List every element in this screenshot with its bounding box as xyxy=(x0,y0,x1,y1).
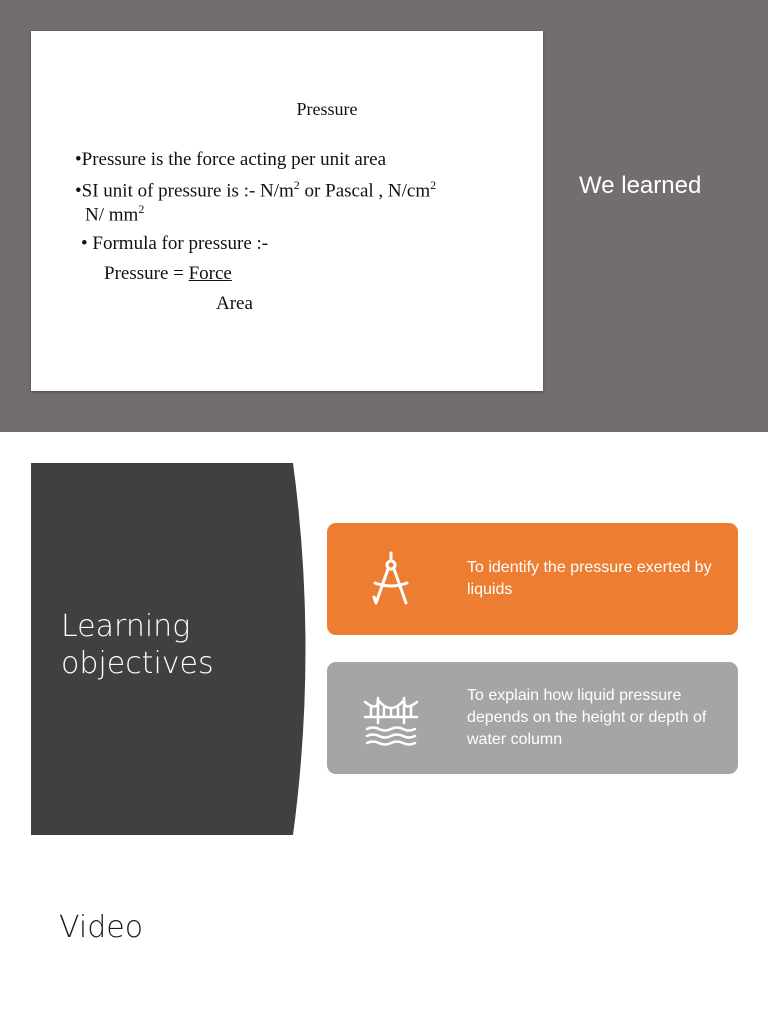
objective-card-2 xyxy=(327,662,738,774)
notes-line-definition: •Pressure is the force acting per unit area xyxy=(75,149,387,170)
objective-text-1: To identify the pressure exerted by liquids xyxy=(467,559,712,598)
notes-line-formula-heading: • Formula for pressure :- xyxy=(81,233,269,254)
notes-line-formula: Pressure = Force xyxy=(104,263,232,284)
formula-denominator: Area xyxy=(216,293,253,314)
slide-title-learning-objectives: Learning objectives xyxy=(61,609,214,681)
slide-we-learned xyxy=(0,0,768,432)
slide-learning-objectives xyxy=(0,432,768,864)
objective-card-1 xyxy=(327,523,738,635)
slide-title-video: Video xyxy=(59,910,144,945)
notes-title: Pressure xyxy=(296,99,358,119)
formula-numerator: Force xyxy=(188,263,232,284)
slide-title-we-learned: We learned xyxy=(579,172,702,199)
bridge-water-icon xyxy=(363,690,419,746)
compass-drafting-icon xyxy=(363,551,419,607)
notes-line-unit-mm: N/ $mm^2$ xyxy=(85,202,145,226)
notes-line-si-unit: •SI unit of pressure is :- $N/m^2$ or Pascal , $N/cm^2$ xyxy=(75,178,437,202)
objective-text-2: To explain how liquid pressure depends on the height or depth of water column xyxy=(467,687,707,748)
pressure-notes-image xyxy=(31,31,543,391)
slide-video xyxy=(0,864,768,1024)
